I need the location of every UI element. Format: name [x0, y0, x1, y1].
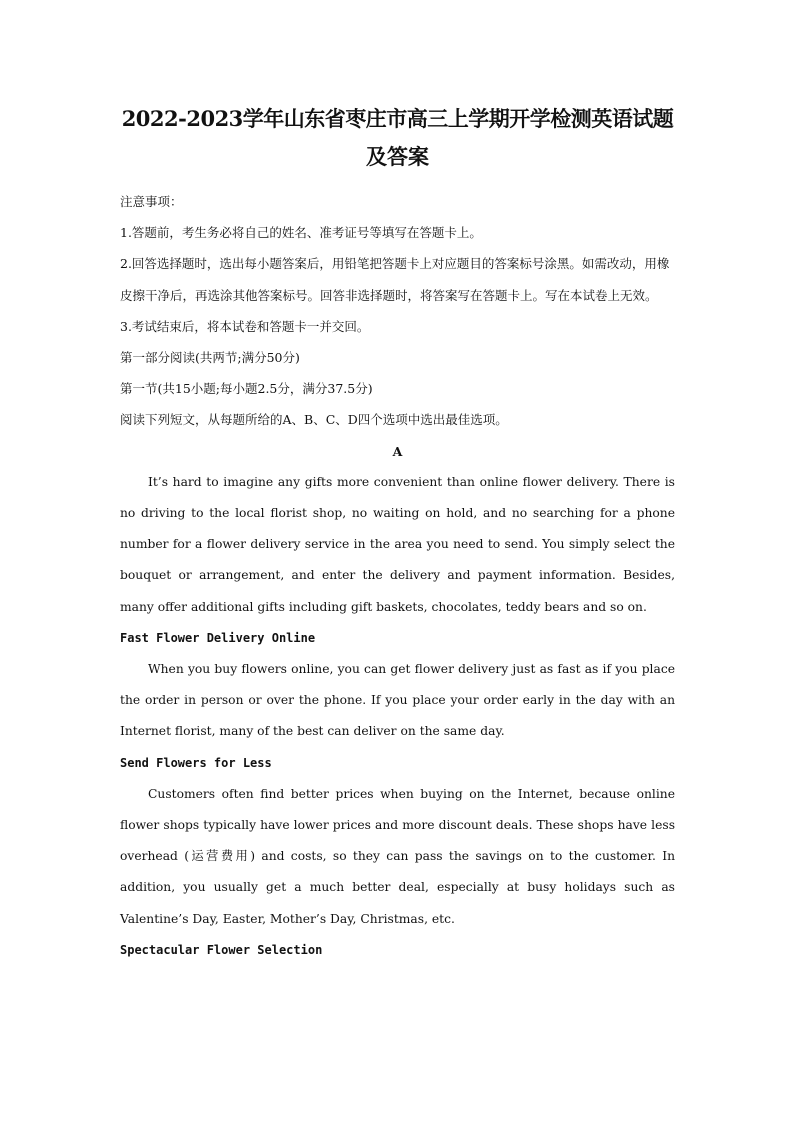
passage-paragraph-2: When you buy flowers online, you can get flower delivery just as fast as if you place the order in person or over the phone. If you place your order early in the day with an Internet florist, many of the best can deliver on the same day. [120, 662, 675, 739]
title-line-1: 2022-2023学年山东省枣庄市高三上学期开学检测英语试题 [121, 106, 674, 131]
passage-heading-selection: Spectacular Flower Selection [120, 942, 323, 957]
passage-paragraph-1: It’s hard to imagine any gifts more convenient than online flower delivery. There is no driving to the local florist shop, no waiting on hold, and no searching for a phone number for a flower delivery service in the area you need to send. You simply select the bouquet or arrangement, and enter the delivery and payment information. Besides, many offer additional gifts including gift baskets, chocolates, teddy bears and so on. [120, 474, 675, 614]
document-page [120, 100, 675, 966]
passage-label: A [392, 443, 403, 459]
passage-paragraph-3: Customers often find better prices when buying on the Internet, because online flower shops typically have lower prices and more discount deals. These shops have less overhead (运营费用) and costs, so they can pass the savings on to the customer. In addition, you usually get a much better deal, especially at busy holidays such as Valentine’s Day, Easter, Mother’s Day, Christmas, etc. [120, 786, 675, 926]
passage-heading-fast-delivery: Fast Flower Delivery Online [120, 630, 316, 645]
title-line-2: 及答案 [366, 144, 429, 169]
notes-item-2: 2.回答选择题时，选出每小题答案后，用铅笔把答题卡上对应题目的答案标号涂黑。如需改动，用橡皮擦干净后，再选涂其他答案标号。回答非选择题时，将答案写在答题卡上。写在本试卷上无效。 [120, 256, 670, 303]
part-one-heading: 第一部分阅读(共两节;满分50分) [120, 350, 300, 366]
notes-item-3: 3.考试结束后，将本试卷和答题卡一并交回。 [120, 318, 370, 334]
reading-instruction: 阅读下列短文，从每题所给的A、B、C、D四个选项中选出最佳选项。 [120, 412, 508, 428]
notes-item-1: 1.答题前，考生务必将自己的姓名、准考证号等填写在答题卡上。 [120, 225, 482, 241]
notes-section [120, 186, 675, 467]
notes-heading: 注意事项： [120, 194, 183, 209]
document-title [120, 100, 675, 176]
passage-heading-send-for-less: Send Flowers for Less [120, 755, 272, 770]
section-one-heading: 第一节(共15小题;每小题2.5分，满分37.5分) [120, 381, 373, 397]
